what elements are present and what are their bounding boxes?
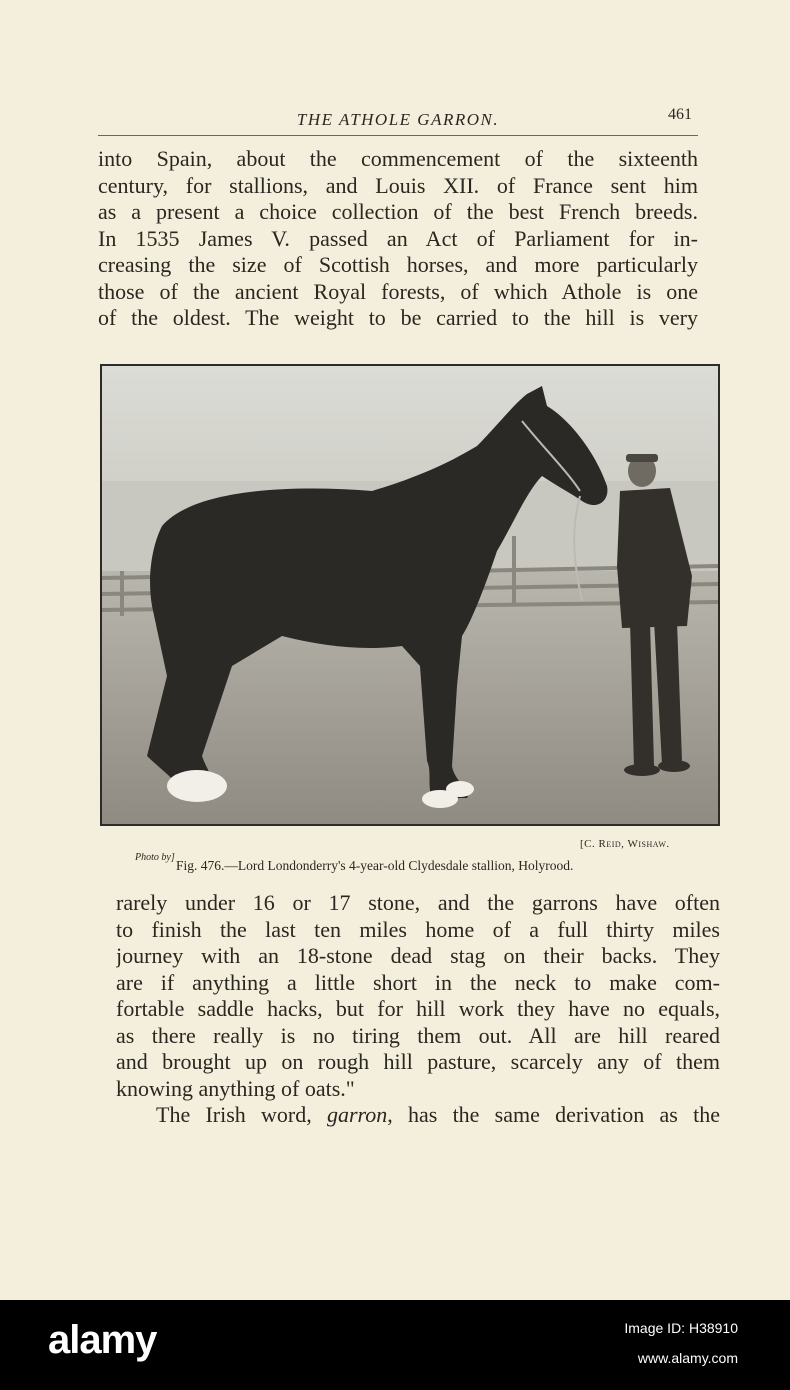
text-line: rarely under 16 or 17 stone, and the garrons have often <box>116 890 720 915</box>
text-line: knowing anything of oats." <box>116 1075 355 1101</box>
page-number: 461 <box>668 106 692 123</box>
photo-credit: [C. Reid, Wishaw. <box>580 838 670 850</box>
text-line: as a present a choice collection of the best French breeds. <box>98 199 698 224</box>
figure-photo-frame <box>100 364 720 826</box>
text-line: In 1535 James V. passed an Act of Parliament for in- <box>98 225 698 251</box>
text-line: and brought up on rough hill pasture, scarcely any of them <box>116 1049 720 1074</box>
photo-sky <box>102 366 718 496</box>
paragraph-1 <box>98 146 698 332</box>
paragraph-2 <box>116 890 720 1129</box>
site-url: www.alamy.com <box>637 1350 738 1366</box>
figure-caption: Fig. 476.—Lord Londonderry's 4-year-old Clydesdale stallion, Holyrood. <box>176 858 574 873</box>
paragraph-3-start: The Irish word, <box>156 1102 327 1127</box>
paragraph-3-end: , has the same derivation as the <box>387 1102 720 1127</box>
text-line: into Spain, about the commencement of the sixteenth <box>98 146 698 171</box>
text-line: of the oldest. The weight to be carried to the hill is very <box>98 305 698 330</box>
text-line: creasing the size of Scottish horses, and more particularly <box>98 252 698 277</box>
text-line: journey with an 18-stone dead stag on their backs. They <box>116 943 720 968</box>
stock-footer-bar <box>0 1300 790 1390</box>
text-line: fortable saddle hacks, but for hill work they have no equals, <box>116 996 720 1021</box>
page-header <box>98 106 698 136</box>
image-id: Image ID: H38910 <box>624 1320 738 1336</box>
text-line: century, for stallions, and Louis XII. of France sent him <box>98 172 698 198</box>
alamy-logo: alamy <box>48 1318 157 1362</box>
stallion-photo <box>102 366 718 824</box>
text-line: as there really is no tiring them out. All are hill reared <box>116 1022 720 1048</box>
running-title: THE ATHOLE GARRON. <box>296 110 500 129</box>
photo-by-label: Photo by] <box>135 852 175 863</box>
paragraph-3-line <box>116 1102 720 1129</box>
paragraph-3-italic: garron <box>326 1102 388 1127</box>
text-line: those of the ancient Royal forests, of which Athole is one <box>98 278 698 304</box>
text-line: to finish the last ten miles home of a full thirty miles <box>116 916 720 942</box>
text-line: are if anything a little short in the neck to make com- <box>116 969 720 995</box>
